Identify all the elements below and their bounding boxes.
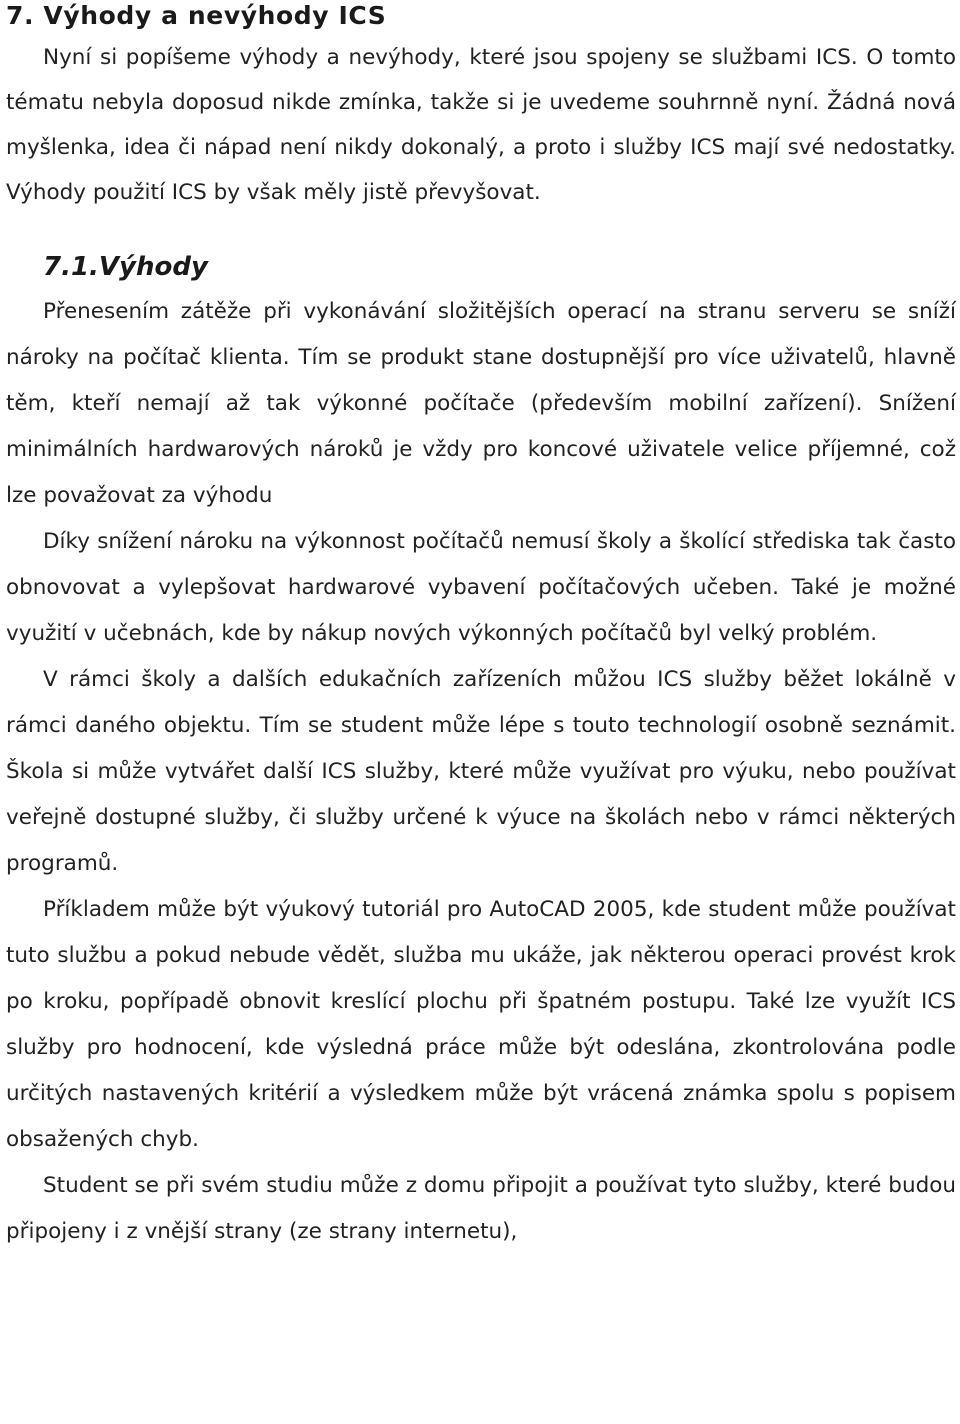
section-heading: 7. Výhody a nevýhody ICS xyxy=(6,1,387,30)
intro-paragraph: Nyní si popíšeme výhody a nevýhody, které jsou spojeny se službami ICS. O tomto tématu nebyla doposud nikde zmínka, takže si je uvedeme souhrnně nyní. Žádná nová myšlenka, idea či nápad není nikdy dokonalý, a proto i služby ICS mají své nedostatky. Výhody použití ICS by však měly jistě převyšovat. xyxy=(6,45,956,205)
paragraph-advantages-5: Student se při svém studiu může z domu připojit a používat tyto služby, které budou připojeny i z vnější strany (ze strany internetu), xyxy=(6,1173,956,1244)
paragraph-advantages-1: Přenesením zátěže při vykonávání složitějších operací na stranu serveru se sníží nároky na počítač klienta. Tím se produkt stane dostupnější pro více uživatelů, hlavně těm, kteří nemají až tak výkonné počítače (především mobilní zařízení). Snížení minimálních hardwarových nároků je vždy pro koncové uživatele velice příjemné, což lze považovat za výhodu xyxy=(6,299,956,508)
subsection-heading: 7.1.Výhody xyxy=(43,252,208,282)
paragraph-advantages-3: V rámci školy a dalších edukačních zařízeních můžou ICS služby běžet lokálně v rámci daného objektu. Tím se student může lépe s touto technologií osobně seznámit. Škola si může vytvářet další ICS služby, které může využívat pro výuku, nebo používat veřejně dostupné služby, či služby určené k výuce na školách nebo v rámci některých programů. xyxy=(6,667,956,876)
paragraph-advantages-4: Příkladem může být výukový tutoriál pro AutoCAD 2005, kde student může používat tuto službu a pokud nebude vědět, služba mu ukáže, jak některou operaci provést krok po kroku, popřípadě obnovit kreslící plochu při špatném postupu. Také lze využít ICS služby pro hodnocení, kde výsledná práce může být odeslána, zkontrolována podle určitých nastavených kritérií a výsledkem může být vrácená známka spolu s popisem obsažených chyb. xyxy=(6,897,956,1152)
paragraph-advantages-2: Díky snížení nároku na výkonnost počítačů nemusí školy a školící střediska tak často obnovovat a vylepšovat hardwarové vybavení počítačových učeben. Také je možné využití v učebnách, kde by nákup nových výkonných počítačů byl velký problém. xyxy=(6,529,956,646)
document-page xyxy=(6,0,956,1255)
